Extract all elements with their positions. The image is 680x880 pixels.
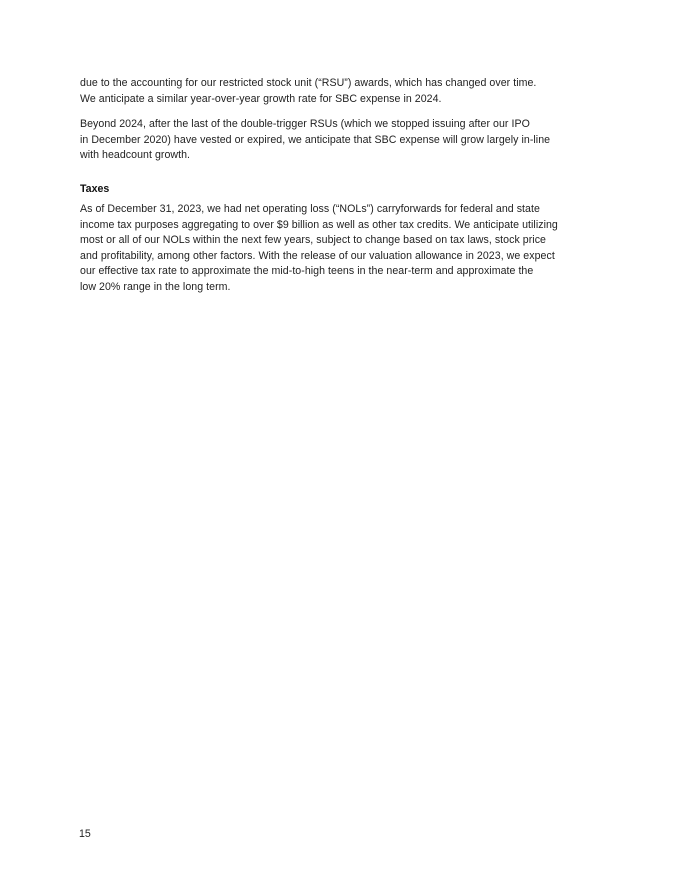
paragraph-line: most or all of our NOLs within the next few years, subject to change based on tax laws, stock price xyxy=(80,234,546,247)
paragraph-sbc-growth xyxy=(80,76,580,107)
paragraph-line: in December 2020) have vested or expired, we anticipate that SBC expense will grow largely in-line xyxy=(80,133,551,146)
paragraph-line: our effective tax rate to approximate the mid-to-high teens in the near-term and approximate the xyxy=(80,265,534,278)
paragraph-line: due to the accounting for our restricted stock unit (“RSU”) awards, which has changed over time. xyxy=(80,77,537,89)
section-heading-taxes: Taxes xyxy=(80,182,110,195)
paragraph-line: As of December 31, 2023, we had net operating loss (“NOLs”) carryforwards for federal and state xyxy=(80,202,540,215)
paragraph-line: and profitability, among other factors. With the release of our valuation allowance in 2023, we expect xyxy=(80,249,555,262)
paragraph-line: income tax purposes aggregating to over $9 billion as well as other tax credits. We anticipate utilizing xyxy=(80,218,558,231)
paragraph-beyond-2024 xyxy=(80,117,580,164)
page-number: 15 xyxy=(79,828,91,840)
paragraph-line: low 20% range in the long term. xyxy=(80,280,231,293)
page-content xyxy=(80,76,580,306)
paragraph-line: We anticipate a similar year-over-year growth rate for SBC expense in 2024. xyxy=(80,92,442,105)
paragraph-line: Beyond 2024, after the last of the double-trigger RSUs (which we stopped issuing after our IPO xyxy=(80,118,530,131)
paragraph-taxes xyxy=(80,202,580,296)
paragraph-line: with headcount growth. xyxy=(80,149,191,162)
